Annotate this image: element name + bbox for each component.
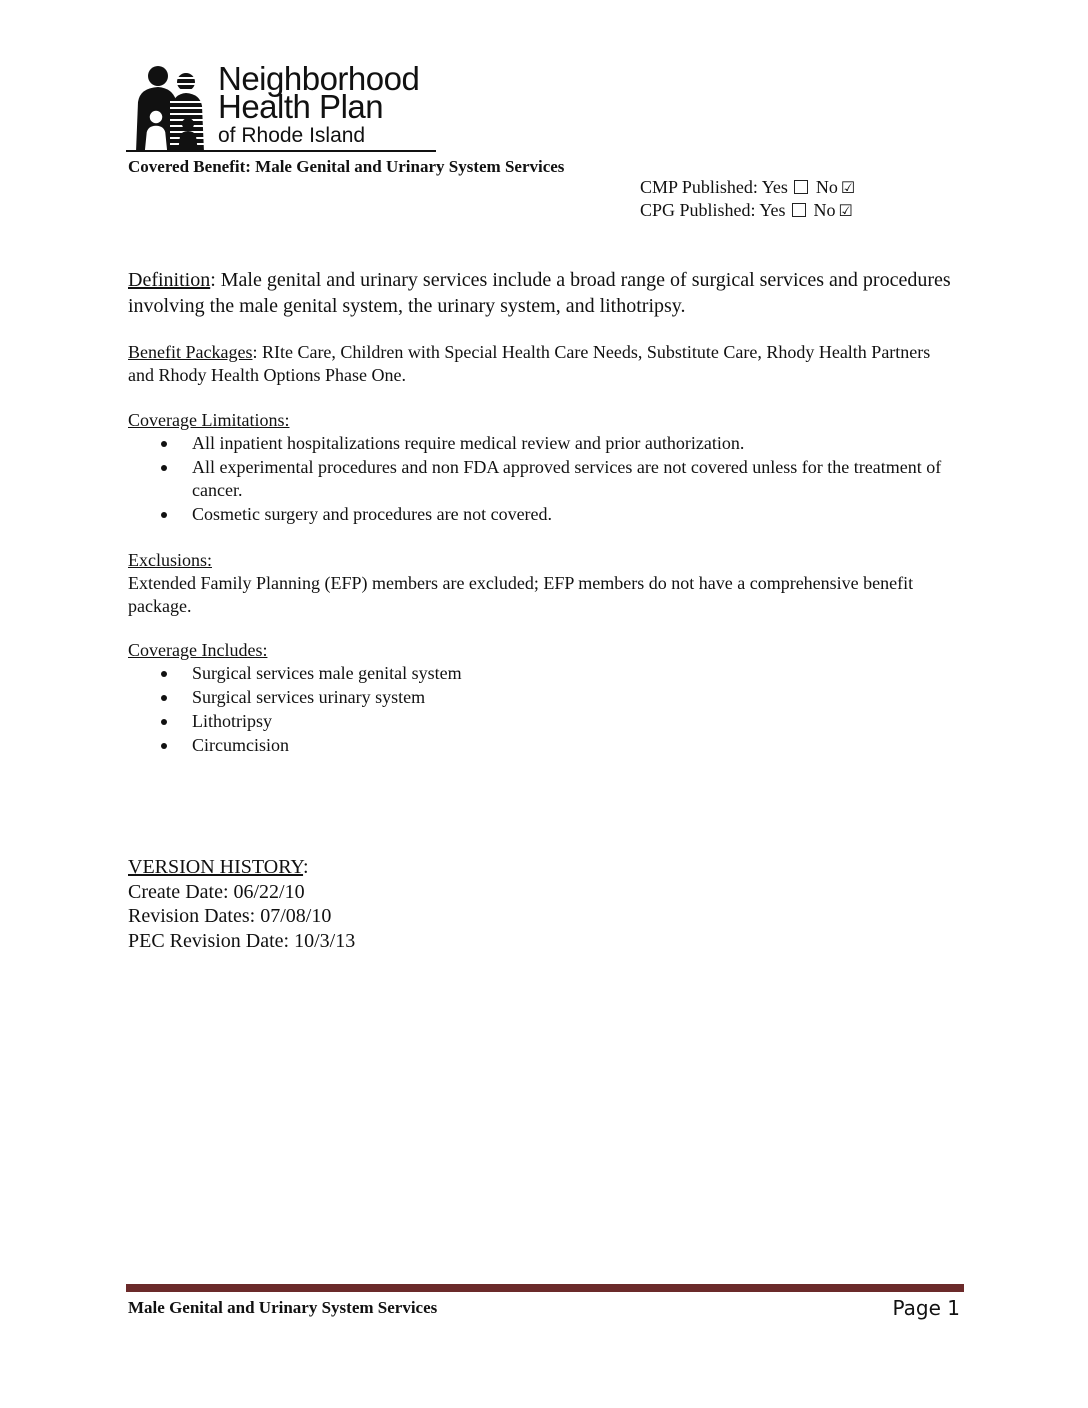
neighborhood-health-plan-logo — [126, 62, 436, 154]
bullet-icon — [161, 671, 167, 677]
create-date: Create Date: 06/22/10 — [128, 880, 305, 903]
bullet-icon — [161, 695, 167, 701]
cmp-published-label: CMP Published: Yes — [640, 177, 788, 197]
list-item-text: Surgical services male genital system — [192, 663, 462, 683]
exclusions-text: Extended Family Planning (EFP) members are excluded; EFP members do not have a comprehensive benefit package. — [128, 573, 914, 616]
cmp-published-line — [640, 177, 855, 198]
logo-line-neighborhood: Neighborhood — [218, 60, 420, 97]
exclusions-section — [128, 549, 958, 618]
version-history-heading — [128, 855, 355, 880]
coverage-includes-list — [128, 662, 958, 758]
list-item-text: Surgical services urinary system — [192, 687, 426, 707]
coverage-limitations-heading: Coverage Limitations: — [128, 410, 290, 430]
list-item — [128, 456, 958, 502]
covered-benefit-heading: Covered Benefit: Male Genital and Urinary System Services — [128, 157, 565, 176]
logo-line-health-plan: Health Plan — [218, 88, 384, 125]
list-item-text: All inpatient hospitalizations require medical review and prior authorization. — [192, 433, 745, 453]
list-item — [128, 710, 958, 733]
list-item-text: Circumcision — [192, 735, 289, 755]
benefit-packages-label: Benefit Packages — [128, 342, 253, 362]
cpg-published-label: CPG Published: Yes — [640, 200, 786, 220]
bullet-icon — [161, 441, 167, 447]
cmp-no-label: No — [815, 177, 838, 197]
page-number: Page 1 — [892, 1296, 960, 1320]
bullet-icon — [161, 512, 167, 518]
cpg-no-label: No — [813, 200, 836, 220]
footer-title: Male Genital and Urinary System Services — [128, 1298, 438, 1317]
checked-box-icon: ☑ — [840, 180, 856, 197]
bullet-icon — [161, 743, 167, 749]
family-silhouette-icon — [126, 62, 218, 152]
pec-revision-date: PEC Revision Date: 10/3/13 — [128, 929, 356, 952]
definition-label: Definition — [128, 269, 211, 291]
revision-dates: Revision Dates: 07/08/10 — [128, 905, 332, 927]
list-item — [128, 662, 958, 685]
list-item-text: All experimental procedures and non FDA approved services are not covered unless for the treatment of cancer. — [192, 457, 942, 500]
version-history-section — [128, 855, 355, 953]
list-item — [128, 686, 958, 709]
logo-line-rhode-island: of Rhode Island — [218, 124, 366, 147]
list-item-text: Cosmetic surgery and procedures are not covered. — [192, 504, 553, 524]
checked-box-icon: ☑ — [838, 203, 853, 220]
list-item — [128, 503, 958, 526]
list-item-text: Lithotripsy — [192, 711, 272, 731]
definition-text: : Male genital and urinary services include a broad range of surgical services and procedures involving the male genital system, the urinary system, and lithotripsy. — [128, 269, 951, 317]
definition-paragraph — [128, 267, 958, 319]
logo-underline — [126, 150, 436, 152]
coverage-limitations-list — [128, 432, 958, 527]
yes-unchecked-box-icon — [794, 180, 808, 194]
benefit-packages-paragraph — [128, 341, 958, 387]
version-history-label: VERSION HISTORY — [128, 856, 304, 878]
coverage-includes-heading: Coverage Includes: — [128, 640, 268, 660]
bullet-icon — [161, 719, 167, 725]
list-item — [128, 734, 958, 757]
benefit-packages-text: : RIte Care, Children with Special Health Care Needs, Substitute Care, Rhody Health Partners and Rhody Health Options Phase One. — [128, 342, 931, 385]
yes-unchecked-box-icon — [792, 203, 806, 217]
bullet-icon — [161, 465, 167, 471]
footer-divider — [126, 1284, 964, 1292]
list-item — [128, 432, 958, 455]
exclusions-heading: Exclusions: — [128, 550, 212, 570]
cpg-published-line — [640, 200, 853, 221]
version-history-colon: : — [303, 856, 309, 878]
